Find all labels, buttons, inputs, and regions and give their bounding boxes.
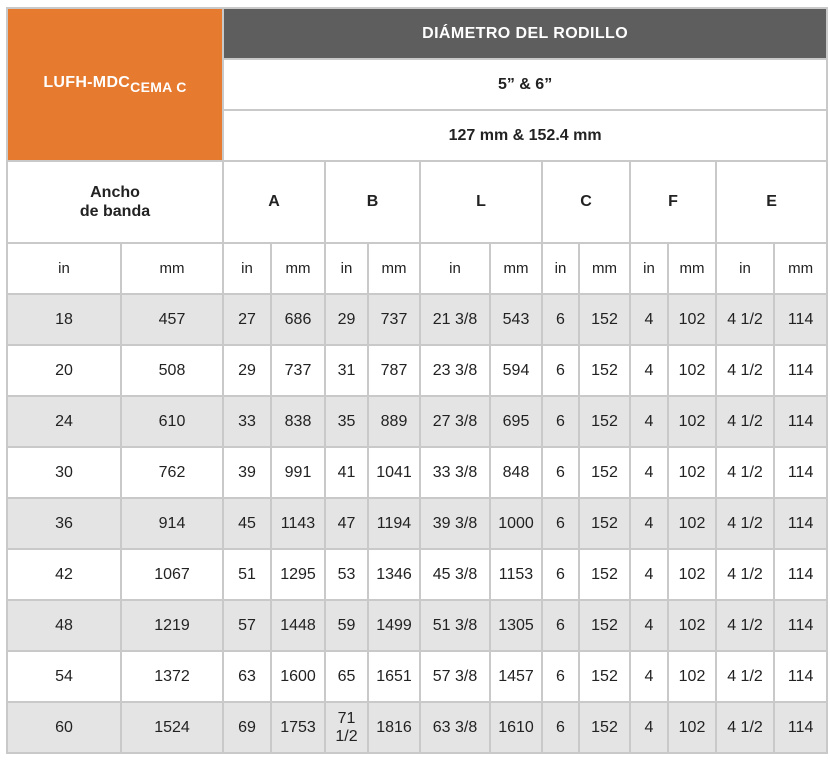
group-B: B — [325, 161, 420, 243]
belt-width-mm: 914 — [121, 498, 223, 549]
belt-width-in: 60 — [7, 702, 121, 753]
b-in: 35 — [325, 396, 368, 447]
a-in: 29 — [223, 345, 271, 396]
group-header-row — [7, 161, 827, 243]
b-in-line-2: 1/2 — [335, 727, 358, 745]
brand-model: LUFH-MDC — [43, 74, 131, 91]
table-row — [7, 600, 827, 651]
c-in: 6 — [542, 447, 579, 498]
a-in: 33 — [223, 396, 271, 447]
c-mm: 152 — [579, 549, 630, 600]
a-in: 69 — [223, 702, 271, 753]
e-in: 4 1/2 — [716, 600, 774, 651]
b-mm: 1346 — [368, 549, 420, 600]
unit-mm: mm — [368, 243, 420, 294]
a-in: 39 — [223, 447, 271, 498]
a-mm: 686 — [271, 294, 325, 345]
unit-in: in — [223, 243, 271, 294]
c-in: 6 — [542, 345, 579, 396]
belt-width-mm: 1524 — [121, 702, 223, 753]
e-in: 4 1/2 — [716, 498, 774, 549]
e-mm: 114 — [774, 600, 827, 651]
a-in: 63 — [223, 651, 271, 702]
a-in: 27 — [223, 294, 271, 345]
e-mm: 114 — [774, 294, 827, 345]
e-in: 4 1/2 — [716, 549, 774, 600]
b-in: 47 — [325, 498, 368, 549]
e-in: 4 1/2 — [716, 396, 774, 447]
belt-width-in: 48 — [7, 600, 121, 651]
unit-in: in — [7, 243, 121, 294]
f-mm: 102 — [668, 396, 716, 447]
f-in: 4 — [630, 600, 668, 651]
header-row-title — [7, 8, 827, 59]
a-mm: 991 — [271, 447, 325, 498]
brand-suffix: CEMA C — [130, 79, 187, 95]
unit-header-row — [7, 243, 827, 294]
belt-width-header — [7, 161, 223, 243]
group-L: L — [420, 161, 542, 243]
group-F: F — [630, 161, 716, 243]
group-A: A — [223, 161, 325, 243]
belt-width-mm: 457 — [121, 294, 223, 345]
belt-width-label-2: de banda — [79, 203, 151, 220]
b-in — [325, 702, 368, 753]
f-mm: 102 — [668, 600, 716, 651]
l-in: 45 3/8 — [420, 549, 490, 600]
f-in: 4 — [630, 447, 668, 498]
e-mm: 114 — [774, 498, 827, 549]
b-in: 59 — [325, 600, 368, 651]
unit-in: in — [542, 243, 579, 294]
c-in: 6 — [542, 549, 579, 600]
l-mm: 543 — [490, 294, 542, 345]
table-row — [7, 396, 827, 447]
e-in: 4 1/2 — [716, 702, 774, 753]
belt-width-label-1: Ancho — [90, 184, 140, 201]
f-in: 4 — [630, 396, 668, 447]
b-mm: 737 — [368, 294, 420, 345]
roller-diameter-title: DIÁMETRO DEL RODILLO — [223, 8, 827, 59]
f-mm: 102 — [668, 447, 716, 498]
belt-width-mm: 610 — [121, 396, 223, 447]
diameter-inches: 5” & 6” — [223, 59, 827, 110]
e-in: 4 1/2 — [716, 447, 774, 498]
belt-width-mm: 1067 — [121, 549, 223, 600]
belt-width-in: 30 — [7, 447, 121, 498]
table-row — [7, 549, 827, 600]
c-mm: 152 — [579, 345, 630, 396]
unit-mm: mm — [490, 243, 542, 294]
c-mm: 152 — [579, 600, 630, 651]
belt-width-in: 36 — [7, 498, 121, 549]
table-row — [7, 294, 827, 345]
unit-in: in — [716, 243, 774, 294]
l-in: 63 3/8 — [420, 702, 490, 753]
unit-in: in — [420, 243, 490, 294]
f-in: 4 — [630, 294, 668, 345]
e-mm: 114 — [774, 702, 827, 753]
e-mm: 114 — [774, 396, 827, 447]
l-mm: 1305 — [490, 600, 542, 651]
e-in: 4 1/2 — [716, 651, 774, 702]
a-mm: 838 — [271, 396, 325, 447]
belt-width-in: 18 — [7, 294, 121, 345]
b-in: 53 — [325, 549, 368, 600]
l-in: 51 3/8 — [420, 600, 490, 651]
f-in: 4 — [630, 498, 668, 549]
c-in: 6 — [542, 702, 579, 753]
b-in: 41 — [325, 447, 368, 498]
a-mm: 737 — [271, 345, 325, 396]
c-mm: 152 — [579, 396, 630, 447]
group-E: E — [716, 161, 827, 243]
unit-in: in — [325, 243, 368, 294]
group-C: C — [542, 161, 630, 243]
b-in: 65 — [325, 651, 368, 702]
f-mm: 102 — [668, 651, 716, 702]
c-mm: 152 — [579, 651, 630, 702]
l-mm: 1153 — [490, 549, 542, 600]
b-mm: 1194 — [368, 498, 420, 549]
e-mm: 114 — [774, 651, 827, 702]
belt-width-mm: 1219 — [121, 600, 223, 651]
b-mm: 1499 — [368, 600, 420, 651]
b-mm: 1041 — [368, 447, 420, 498]
e-mm: 114 — [774, 447, 827, 498]
f-mm: 102 — [668, 345, 716, 396]
l-in: 33 3/8 — [420, 447, 490, 498]
table-row — [7, 651, 827, 702]
c-mm: 152 — [579, 294, 630, 345]
table-row — [7, 447, 827, 498]
e-mm: 114 — [774, 345, 827, 396]
belt-width-in: 20 — [7, 345, 121, 396]
a-mm: 1600 — [271, 651, 325, 702]
l-mm: 695 — [490, 396, 542, 447]
data-body — [7, 294, 827, 753]
c-mm: 152 — [579, 498, 630, 549]
l-in: 21 3/8 — [420, 294, 490, 345]
a-in: 51 — [223, 549, 271, 600]
belt-width-in: 54 — [7, 651, 121, 702]
unit-in: in — [630, 243, 668, 294]
b-in: 31 — [325, 345, 368, 396]
table-row — [7, 498, 827, 549]
b-mm: 1816 — [368, 702, 420, 753]
c-in: 6 — [542, 294, 579, 345]
a-mm: 1295 — [271, 549, 325, 600]
c-in: 6 — [542, 396, 579, 447]
belt-width-mm: 1372 — [121, 651, 223, 702]
b-in: 29 — [325, 294, 368, 345]
f-in: 4 — [630, 651, 668, 702]
f-in: 4 — [630, 702, 668, 753]
c-in: 6 — [542, 600, 579, 651]
l-in: 23 3/8 — [420, 345, 490, 396]
c-mm: 152 — [579, 447, 630, 498]
a-in: 45 — [223, 498, 271, 549]
f-in: 4 — [630, 549, 668, 600]
c-in: 6 — [542, 498, 579, 549]
brand-cell — [7, 8, 223, 161]
b-in-line-1: 71 — [337, 709, 356, 727]
l-mm: 1457 — [490, 651, 542, 702]
l-mm: 848 — [490, 447, 542, 498]
f-in: 4 — [630, 345, 668, 396]
unit-mm: mm — [121, 243, 223, 294]
table-row — [7, 345, 827, 396]
l-in: 39 3/8 — [420, 498, 490, 549]
c-mm: 152 — [579, 702, 630, 753]
belt-width-mm: 762 — [121, 447, 223, 498]
l-in: 27 3/8 — [420, 396, 490, 447]
f-mm: 102 — [668, 702, 716, 753]
diameter-mm: 127 mm & 152.4 mm — [223, 110, 827, 161]
belt-width-in: 42 — [7, 549, 121, 600]
belt-width-in: 24 — [7, 396, 121, 447]
l-mm: 594 — [490, 345, 542, 396]
a-in: 57 — [223, 600, 271, 651]
e-mm: 114 — [774, 549, 827, 600]
e-in: 4 1/2 — [716, 294, 774, 345]
l-mm: 1610 — [490, 702, 542, 753]
unit-mm: mm — [271, 243, 325, 294]
unit-mm: mm — [668, 243, 716, 294]
l-mm: 1000 — [490, 498, 542, 549]
a-mm: 1143 — [271, 498, 325, 549]
f-mm: 102 — [668, 549, 716, 600]
b-mm: 1651 — [368, 651, 420, 702]
b-mm: 787 — [368, 345, 420, 396]
c-in: 6 — [542, 651, 579, 702]
a-mm: 1448 — [271, 600, 325, 651]
e-in: 4 1/2 — [716, 345, 774, 396]
belt-width-mm: 508 — [121, 345, 223, 396]
a-mm: 1753 — [271, 702, 325, 753]
table-row — [7, 702, 827, 753]
spec-table — [6, 7, 828, 754]
f-mm: 102 — [668, 498, 716, 549]
b-mm: 889 — [368, 396, 420, 447]
unit-mm: mm — [579, 243, 630, 294]
l-in: 57 3/8 — [420, 651, 490, 702]
unit-mm: mm — [774, 243, 827, 294]
f-mm: 102 — [668, 294, 716, 345]
